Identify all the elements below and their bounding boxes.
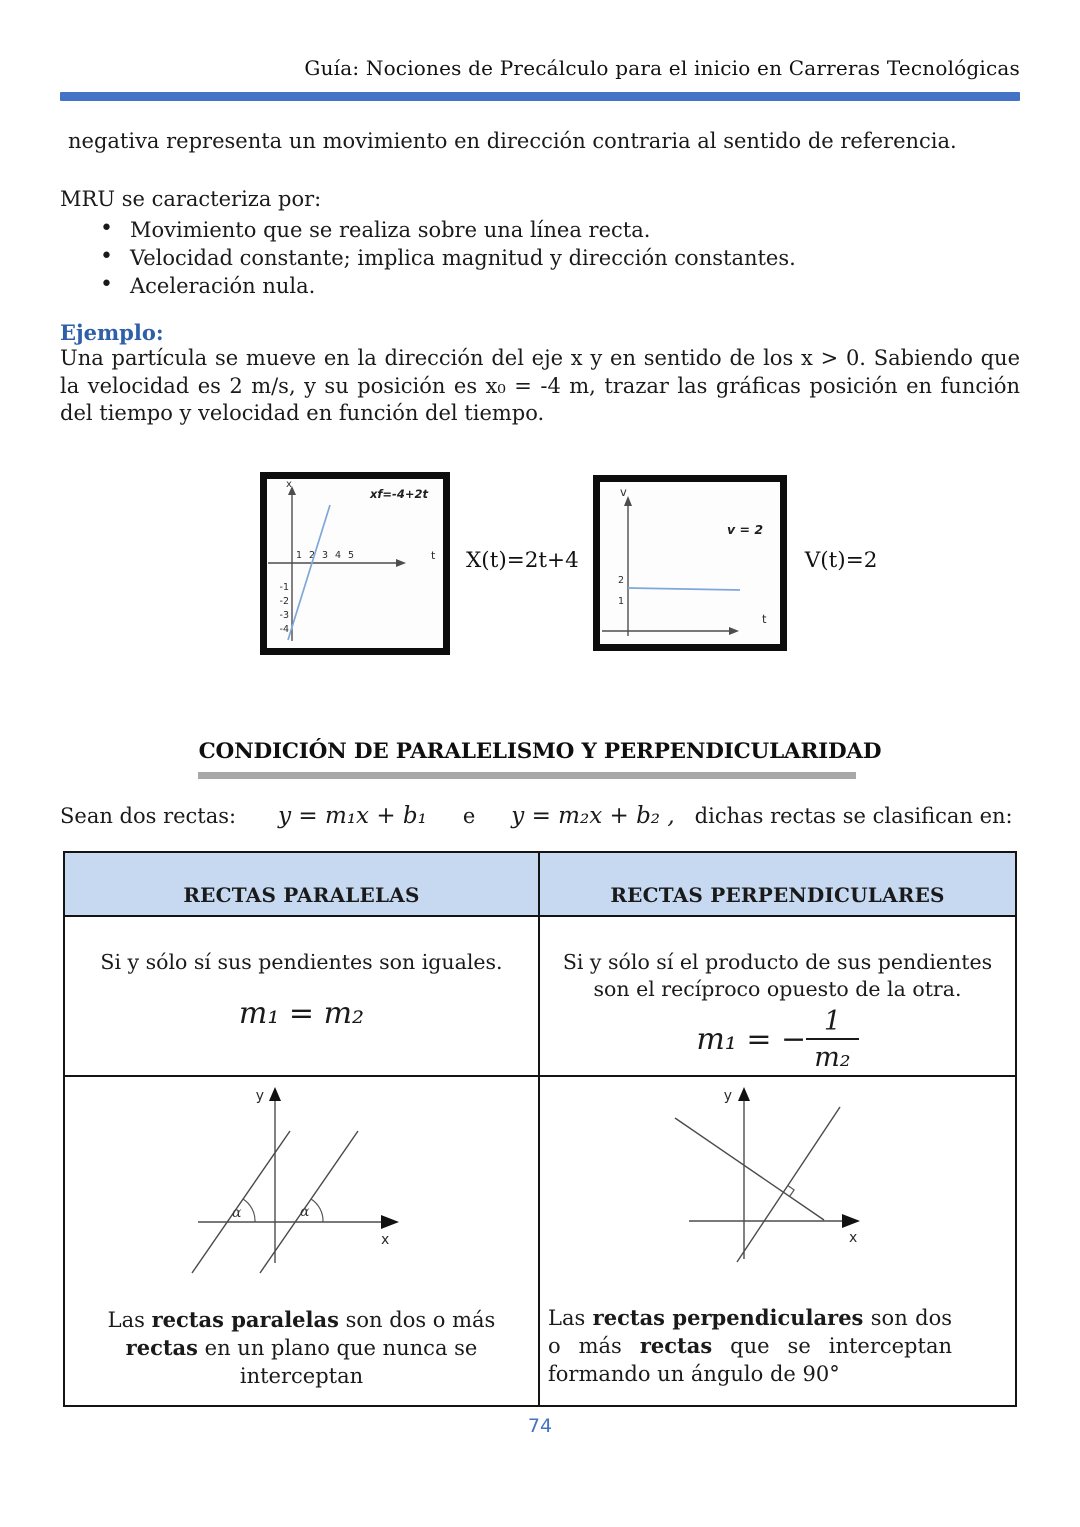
example-paragraph: Una partícula se mueve en la dirección del eje x y en sentido de los x > 0. Sabiendo que la velocidad es 2 m/s, y su posición es x₀ = -4 m, trazar las gráficas posición en función del tiempo y velocidad en función del tiempo. bbox=[60, 346, 1020, 425]
position-plot-line bbox=[288, 505, 330, 640]
desc-bold: rectas bbox=[639, 1333, 713, 1358]
mru-heading: MRU se caracteriza por: bbox=[60, 187, 322, 211]
y-axis-label: y bbox=[723, 1087, 732, 1104]
example-label: Ejemplo: bbox=[60, 320, 164, 345]
perpendicular-condition-text: Si y sólo sí el producto de sus pendientes son el recíproco opuesto de la otra. bbox=[562, 949, 993, 1001]
desc-bold: rectas paralelas bbox=[151, 1306, 339, 1332]
intro-suffix: dichas rectas se clasifican en: bbox=[694, 803, 1013, 828]
x-axis-arrow-icon bbox=[842, 1214, 860, 1228]
table-header-perpendicular: RECTAS PERPENDICULARES bbox=[540, 853, 1015, 917]
desc-text: Las bbox=[548, 1305, 593, 1330]
y-axis-label: x bbox=[286, 478, 292, 490]
x-tick: 3 bbox=[321, 549, 329, 561]
y-axis-arrow-icon bbox=[269, 1087, 281, 1101]
x-tick: 5 bbox=[347, 549, 355, 561]
y-tick: -4 bbox=[279, 623, 289, 635]
desc-bold: rectas bbox=[125, 1335, 198, 1360]
x-axis-label: t bbox=[431, 548, 436, 562]
perpendicular-figure-cell bbox=[540, 1075, 1015, 1405]
comparison-table bbox=[63, 851, 1017, 1407]
fraction-denominator: m₂ bbox=[806, 1038, 858, 1073]
header-title: Guía: Nociones de Precálculo para el inicio en Carreras Tecnológicas bbox=[304, 56, 1020, 80]
x-axis-arrow-icon bbox=[729, 627, 739, 635]
table-header-parallel: RECTAS PARALELAS bbox=[65, 853, 540, 917]
x-axis-label: x bbox=[848, 1229, 857, 1246]
angle-label-1: α bbox=[231, 1204, 241, 1221]
header-rule bbox=[60, 92, 1020, 101]
perpendicular-formula bbox=[540, 1007, 1015, 1073]
parallel-figure-cell bbox=[65, 1075, 540, 1405]
y-tick: 1 bbox=[617, 596, 624, 607]
descending-line bbox=[675, 1118, 824, 1220]
parallel-formula: m₁ = m₂ bbox=[238, 995, 365, 1031]
bullet-item-2: • Velocidad constante; implica magnitud y dirección constantes. bbox=[130, 244, 1020, 272]
line1-formula: y = m₁x + b₁ bbox=[278, 802, 427, 829]
velocity-time-graph bbox=[593, 475, 787, 651]
y-tick: -2 bbox=[279, 595, 289, 607]
x-axis-label: x bbox=[380, 1231, 389, 1248]
y-tick: 2 bbox=[617, 575, 624, 586]
velocity-time-graph-canvas bbox=[600, 482, 780, 644]
position-time-graph bbox=[260, 472, 450, 655]
equation-annotation: xf=-4+2t bbox=[370, 486, 428, 501]
perpendicular-condition-cell bbox=[540, 917, 1015, 1075]
x-tick: 4 bbox=[334, 549, 342, 561]
example-figures-row bbox=[60, 472, 1020, 655]
bullet-item-3: • Aceleración nula. bbox=[130, 272, 1020, 300]
desc-bold: rectas bbox=[592, 1304, 665, 1330]
two-lines-intro bbox=[60, 801, 1020, 831]
ascending-line bbox=[737, 1107, 840, 1262]
position-time-graph-canvas bbox=[267, 479, 443, 648]
bullet-item-1: • Movimiento que se realiza sobre una línea recta. bbox=[130, 216, 1020, 244]
page-number: 74 bbox=[527, 1414, 553, 1437]
formula-fraction bbox=[806, 1007, 858, 1073]
desc-text: en un plano que nunca se interceptan bbox=[197, 1336, 478, 1388]
y-axis-label: v bbox=[619, 485, 627, 499]
x-tick: 2 bbox=[308, 549, 316, 561]
angle-arc-2 bbox=[311, 1199, 323, 1222]
y-tick: -3 bbox=[279, 609, 289, 621]
angle-arc-1 bbox=[243, 1199, 255, 1222]
desc-text: son dos o más bbox=[548, 1305, 952, 1358]
parallel-description bbox=[79, 1306, 524, 1391]
velocity-plot-line bbox=[628, 588, 740, 590]
parallel-condition-text: Si y sólo sí sus pendientes son iguales. bbox=[100, 949, 503, 974]
intro-prefix: Sean dos rectas: bbox=[60, 803, 237, 828]
x-tick: 1 bbox=[295, 549, 303, 561]
position-equation-caption: X(t)=2t+4 bbox=[466, 547, 579, 573]
x-axis-arrow-icon bbox=[396, 559, 406, 567]
section-title: CONDICIÓN DE PARALELISMO Y PERPENDICULARIDAD bbox=[198, 738, 882, 764]
parallel-condition-cell bbox=[65, 917, 540, 1075]
opening-paragraph: negativa representa un movimiento en dirección contraria al sentido de referencia. bbox=[68, 129, 957, 153]
perpendicular-description bbox=[548, 1304, 952, 1389]
formula-lhs: m₁ = − bbox=[696, 1022, 807, 1058]
right-angle-marker bbox=[787, 1185, 794, 1196]
parallel-lines-figure bbox=[168, 1085, 418, 1290]
line2-formula: y = m₂x + b₂ , bbox=[511, 802, 675, 829]
y-axis-arrow-icon bbox=[738, 1087, 750, 1101]
velocity-equation-caption: V(t)=2 bbox=[804, 547, 878, 573]
section-divider bbox=[198, 772, 856, 779]
perpendicular-lines-figure bbox=[637, 1085, 897, 1300]
x-axis-arrow-icon bbox=[381, 1215, 399, 1229]
angle-label-2: α bbox=[299, 1203, 309, 1220]
y-tick: -1 bbox=[279, 581, 289, 593]
equation-annotation: v = 2 bbox=[726, 522, 763, 537]
desc-text: son dos o más bbox=[338, 1307, 496, 1332]
mru-bullet-list bbox=[60, 216, 1020, 300]
conjunction: e bbox=[462, 803, 476, 828]
desc-text: Las bbox=[107, 1307, 152, 1332]
desc-bold: perpendiculares bbox=[672, 1304, 864, 1330]
fraction-numerator: 1 bbox=[823, 1005, 841, 1037]
x-axis-label: t bbox=[761, 612, 767, 626]
desc-text: que se interceptan formando un ángulo de 90° bbox=[548, 1334, 952, 1386]
y-axis-label: y bbox=[255, 1087, 264, 1104]
